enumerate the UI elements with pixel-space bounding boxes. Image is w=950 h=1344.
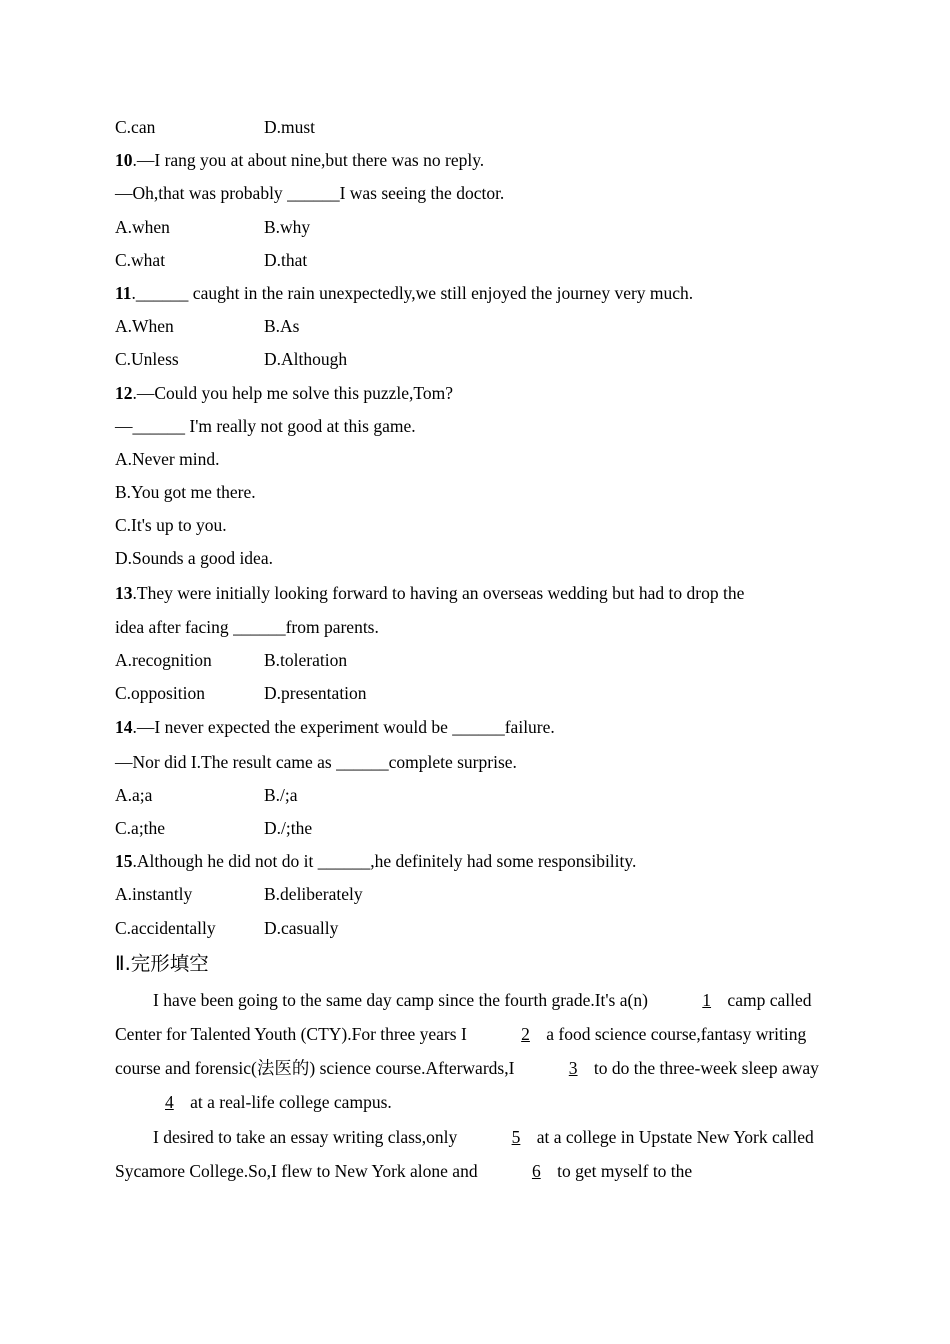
q11-options-cd (115, 343, 835, 376)
q11-option-c[interactable]: C.Unless (115, 349, 179, 370)
q10-option-b[interactable]: B.why (264, 216, 311, 237)
q15-option-b[interactable]: B.deliberately (264, 884, 363, 905)
q12-blank: ______ (132, 415, 185, 436)
q14-line2-pre: —Nor did I.The result came as (115, 751, 337, 772)
q15-number: 15 (115, 851, 133, 872)
q14-option-b[interactable]: B./;a (264, 784, 298, 805)
q12-stem (115, 377, 835, 410)
q11-blank: ______ (135, 282, 189, 303)
cloze-p1-text-1: I have been going to the same day camp since the fourth grade.It's a(n) (153, 989, 653, 1010)
q12-option-d[interactable]: D.Sounds a good idea. (115, 548, 273, 569)
cloze-paragraph-1 (115, 983, 835, 1120)
q10-option-d[interactable]: D.that (264, 249, 308, 270)
q12-stem-text: .—Could you help me solve this puzzle,Tom? (132, 382, 454, 403)
q12-line2 (115, 410, 835, 443)
q14-stem-post: failure. (504, 717, 555, 738)
cloze-blank-6[interactable]: 6 (531, 1160, 541, 1181)
q11-option-b[interactable]: B.As (264, 316, 300, 337)
q15-options-ab (115, 878, 835, 911)
q10-option-a[interactable]: A.when (115, 216, 170, 237)
q9-option-c[interactable]: C.can (115, 117, 156, 137)
q13-options-ab (115, 644, 835, 677)
q14-blank-2: ______ (336, 751, 389, 772)
q14-line2 (115, 745, 835, 779)
q13-line2 (115, 610, 835, 644)
q13-stem (115, 576, 835, 610)
q12-option-a[interactable]: A.Never mind. (115, 448, 220, 469)
cloze-p1-text-5: at a real-life college campus. (185, 1092, 392, 1113)
q10-stem-text: .—I rang you at about nine,but there was no reply. (132, 150, 485, 171)
q14-stem (115, 710, 835, 744)
q11-option-a[interactable]: A.When (115, 316, 174, 337)
q12-line2-pre: — (115, 415, 133, 436)
cloze-blank-2[interactable]: 2 (521, 1023, 530, 1044)
q14-line2-post: complete surprise. (388, 751, 517, 772)
q11-stem-text: caught in the rain unexpectedly,we still enjoyed the journey very much. (188, 282, 694, 303)
q11-pre: . (131, 282, 136, 303)
q13-option-b[interactable]: B.toleration (264, 650, 348, 670)
q12-number: 12 (115, 382, 133, 403)
q11-options-ab (115, 310, 835, 343)
q10-line2-pre: —Oh,that was probably (115, 183, 288, 204)
cloze-paragraph-2 (115, 1120, 835, 1188)
q10-line2-post: I was seeing the doctor. (339, 183, 505, 204)
q14-option-d[interactable]: D./;the (264, 817, 313, 838)
q15-stem (115, 845, 835, 878)
q13-options-cd (115, 677, 835, 710)
q15-stem-post: ,he definitely had some responsibility. (370, 851, 637, 872)
section-heading: Ⅱ.完形填空 (115, 951, 209, 975)
q15-option-a[interactable]: A.instantly (115, 884, 193, 905)
q15-stem-pre: .Although he did not do it (132, 851, 318, 872)
q13-line2-pre: idea after facing (115, 616, 234, 637)
q9-option-d[interactable]: D.must (264, 117, 316, 137)
cloze-p2-text-2: at a college in Upstate New York called Sycamore College.So,I flew to New York alone and (115, 1126, 814, 1181)
q10-number: 10 (115, 150, 133, 171)
cloze-blank-4[interactable]: 4 (165, 1092, 174, 1113)
q13-option-a[interactable]: A.recognition (115, 650, 212, 670)
cloze-blank-1[interactable]: 1 (702, 989, 712, 1010)
q14-number: 14 (115, 717, 133, 738)
cloze-p2-text-3: to get myself to the (552, 1160, 693, 1181)
q13-stem-text: .They were initially looking forward to having an overseas wedding but had to drop the (132, 582, 745, 603)
q14-blank-1: ______ (452, 717, 505, 738)
q14-option-a[interactable]: A.a;a (115, 784, 153, 805)
q13-number: 13 (115, 582, 133, 603)
q15-option-d[interactable]: D.casually (264, 917, 339, 938)
cloze-p1-text-2: camp called Center for Talented Youth (CTY).For three years I (115, 989, 812, 1044)
q15-blank: ______ (317, 851, 371, 872)
q13-option-c[interactable]: C.opposition (115, 683, 205, 704)
q12-line2-post: I'm really not good at this game. (185, 415, 416, 436)
cloze-blank-3[interactable]: 3 (568, 1058, 578, 1079)
q15-option-c[interactable]: C.accidentally (115, 917, 216, 938)
q15-options-cd (115, 912, 835, 945)
cloze-p2-text-1: I desired to take an essay writing class,only (153, 1126, 462, 1147)
q10-line2 (115, 177, 835, 210)
q14-options-cd (115, 812, 835, 845)
q11-option-d[interactable]: D.Although (264, 349, 348, 370)
q12-option-c[interactable]: C.It's up to you. (115, 515, 227, 536)
q10-options-ab (115, 211, 835, 244)
q10-stem (115, 144, 835, 177)
q11-number: 11 (115, 282, 132, 303)
q13-blank: ______ (233, 616, 286, 637)
q14-options-ab (115, 779, 835, 812)
exam-content (115, 111, 835, 1188)
q10-option-c[interactable]: C.what (115, 249, 166, 270)
q12-option-b[interactable]: B.You got me there. (115, 482, 256, 503)
cloze-blank-5[interactable]: 5 (511, 1126, 521, 1147)
q13-line2-post: from parents. (285, 616, 379, 637)
q11-stem (115, 277, 835, 310)
q10-blank: ______ (287, 183, 340, 204)
q9-options-cd (115, 111, 835, 144)
cloze-p1-text-4: to do the three-week sleep away (589, 1058, 819, 1079)
q14-stem-pre: .—I never expected the experiment would be (132, 717, 453, 738)
q13-option-d[interactable]: D.presentation (264, 683, 367, 704)
q10-options-cd (115, 244, 835, 277)
q14-option-c[interactable]: C.a;the (115, 817, 166, 838)
cloze-p1-text-3: a food science course,fantasy writing course and forensic(法医的) science course.Afterwards,I (115, 1023, 807, 1079)
